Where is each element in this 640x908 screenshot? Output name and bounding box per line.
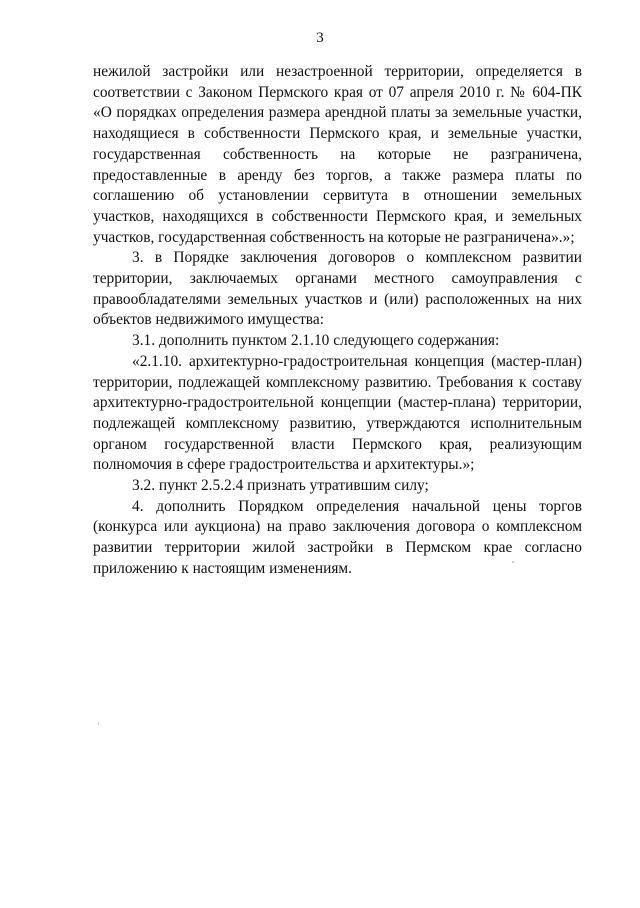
page-number: 3 [316, 30, 324, 46]
scan-speck [98, 722, 99, 725]
paragraph-continuation: нежилой застройки или незастроенной территории, определяется в соответствии с Законом Пермского края от 07 апреля 2010 г. № 604-ПК «О порядках определения размера арендной платы за земельные участки, находящиеся в собственности Пермского края, и земельные участки, государственная собственность на которые не разграничена, предоставленные в аренду без торгов, а также размера платы по соглашению об установлении сервитута в отношении земельных участков, находящихся в собственности Пермского края, и земельных участков, государственная собственность на которые не разграничена».»; [93, 63, 582, 246]
document-body [93, 62, 582, 580]
paragraph-item-3-2: 3.2. пункт 2.5.2.4 признать утратившим силу; [132, 477, 429, 495]
paragraph-item-4: 4. дополнить Порядком определения начальной цены торгов (конкурса или аукциона) на право заключения договора о комплексном развитии территории жилой застройки в Пермском крае согласно приложению к настоящим изменениям. [93, 497, 582, 577]
paragraph-item-3: 3. в Порядке заключения договоров о комплексном развитии территории, заключаемых органами местного самоуправления с правообладателями земельных участков и (или) расположенных на них объектов недвижимого имущества: [93, 249, 582, 329]
scan-speck [512, 561, 514, 563]
paragraph-item-3-1: 3.1. дополнить пунктом 2.1.10 следующего содержания: [132, 332, 500, 350]
paragraph-item-2-1-10: «2.1.10. архитектурно-градостроительная концепция (мастер-план) территории, подлежащей комплексному развитию. Требования к составу архитектурно-градостроительной концепции (мастер-плана) территории, подлежащей комплексному развитию, утверждаются исполнительным органом государственной власти Пермского края, реализующим полномочия в сфере градостроительства и архитектуры.»; [93, 352, 582, 474]
